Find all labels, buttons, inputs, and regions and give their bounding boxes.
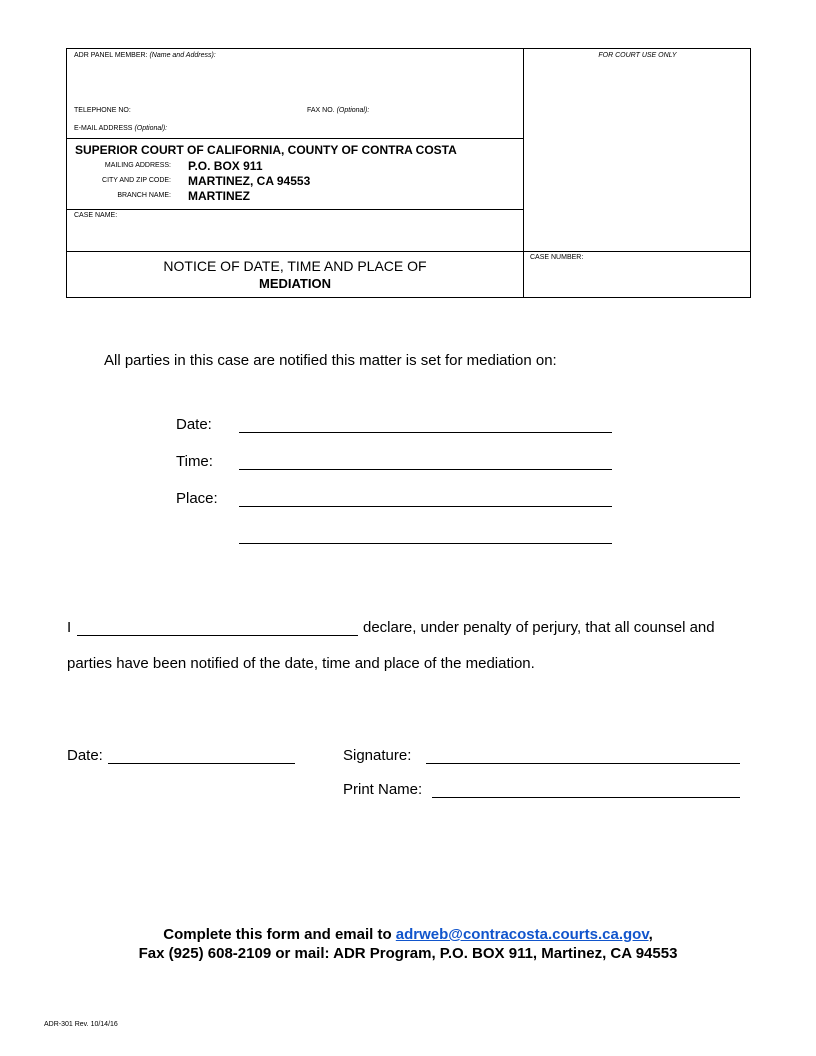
city-zip-value: MARTINEZ, CA 94553 xyxy=(188,174,311,188)
mailing-address-label: MAILING ADDRESS: xyxy=(104,162,171,169)
case-name-label: CASE NAME: xyxy=(74,212,118,219)
divider-title-row xyxy=(67,251,750,252)
fax-label: FAX NO. (Optional): xyxy=(307,107,370,114)
caption-box xyxy=(66,48,751,298)
footer-line2: Fax (925) 608-2109 or mail: ADR Program, P.O. BOX 911, Martinez, CA 94553 xyxy=(138,945,678,962)
footer-line1-prefix: Complete this form and email to xyxy=(163,926,396,943)
declarant-name-input[interactable] xyxy=(77,635,358,636)
court-name: SUPERIOR COURT OF CALIFORNIA, COUNTY OF CONTRA COSTA xyxy=(75,143,457,157)
signature-input[interactable] xyxy=(426,763,740,764)
email-label: E-MAIL ADDRESS (Optional): xyxy=(74,125,168,132)
signature-label: Signature: xyxy=(343,747,412,764)
sig-date-label: Date: xyxy=(67,747,103,764)
declare-prefix: I xyxy=(67,619,72,636)
email-link[interactable]: adrweb@contracosta.courts.ca.gov xyxy=(395,926,649,943)
divider-court xyxy=(67,138,523,139)
footer-line1-suffix: , xyxy=(648,926,653,943)
adr-panel-member-field[interactable] xyxy=(71,63,519,103)
place-input-line1[interactable] xyxy=(239,506,612,507)
case-number-label: CASE NUMBER: xyxy=(530,254,584,261)
adr-panel-member-label: ADR PANEL MEMBER: (Name and Address): xyxy=(74,52,216,59)
form-id xyxy=(44,1021,118,1028)
time-label: Time: xyxy=(176,453,213,470)
divider-case-name xyxy=(67,209,523,210)
date-input[interactable] xyxy=(239,432,612,433)
notice-title-line1: NOTICE OF DATE, TIME AND PLACE OF xyxy=(163,258,427,274)
place-label: Place: xyxy=(176,490,218,507)
place-input-line2[interactable] xyxy=(239,543,612,544)
print-name-label: Print Name: xyxy=(343,781,423,798)
form-rev-date: 10/14/16 xyxy=(90,1021,118,1028)
telephone-label: TELEPHONE NO: xyxy=(74,107,131,114)
time-input[interactable] xyxy=(239,469,612,470)
case-name-field[interactable] xyxy=(71,223,519,249)
email-field[interactable] xyxy=(185,122,519,134)
telephone-field[interactable] xyxy=(139,104,299,116)
case-number-field[interactable] xyxy=(527,265,747,293)
declare-suffix: declare, under penalty of perjury, that all counsel and xyxy=(363,619,715,636)
footer-line1 xyxy=(0,925,816,944)
court-use-label: FOR COURT USE ONLY xyxy=(598,52,677,59)
branch-label: BRANCH NAME: xyxy=(117,192,171,199)
declare-line2: parties have been notified of the date, time and place of the mediation. xyxy=(67,655,535,672)
form-id-code: ADR-301 Rev. xyxy=(44,1021,89,1028)
date-label: Date: xyxy=(176,416,212,433)
city-zip-label: CITY AND ZIP CODE: xyxy=(102,177,171,184)
print-name-input[interactable] xyxy=(432,797,740,798)
notice-title xyxy=(67,257,523,293)
sig-date-input[interactable] xyxy=(108,763,295,764)
branch-value: MARTINEZ xyxy=(188,189,250,203)
mailing-address-value: P.O. BOX 911 xyxy=(188,159,263,173)
notice-title-line2: MEDIATION xyxy=(259,276,331,291)
footer-instructions xyxy=(0,925,816,963)
column-divider xyxy=(523,49,524,297)
intro-text: All parties in this case are notified this matter is set for mediation on: xyxy=(104,352,557,369)
fax-field[interactable] xyxy=(385,104,519,116)
